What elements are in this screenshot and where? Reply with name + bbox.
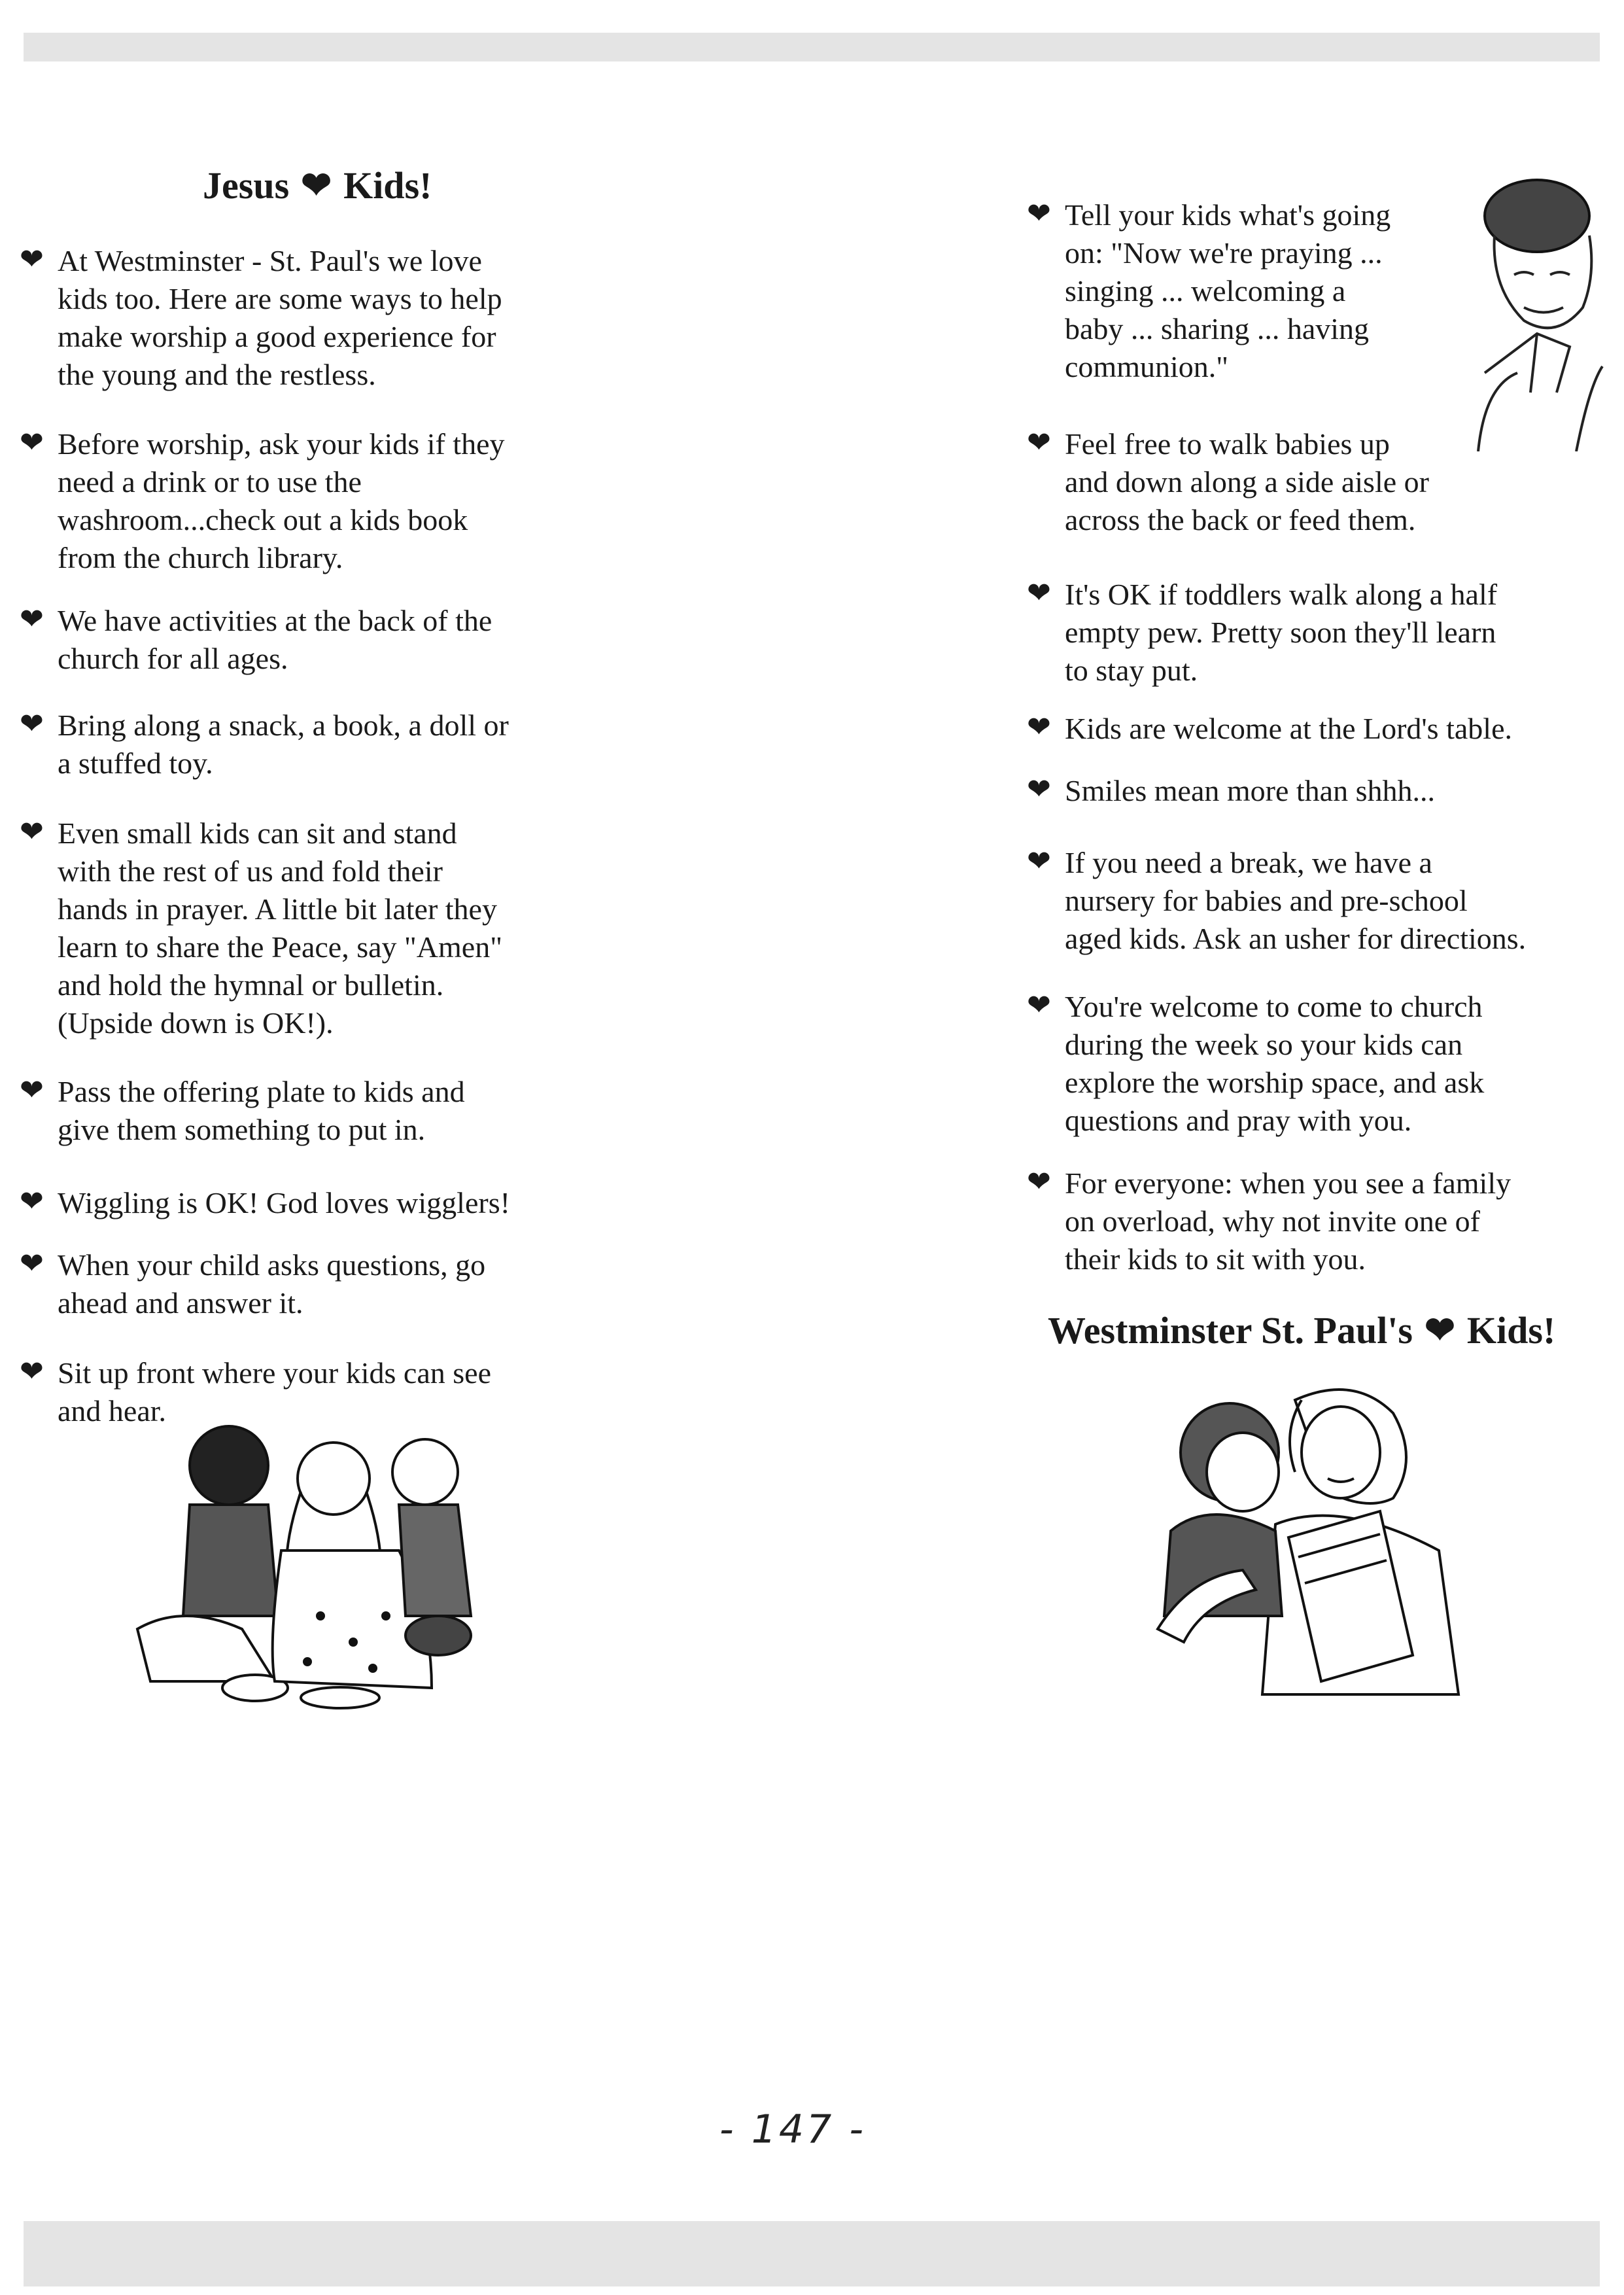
heart-bullet-icon: ❤ [1027, 711, 1051, 743]
left-title-post: Kids! [343, 164, 432, 207]
right-list-item-line: You're welcome to come to church [1065, 990, 1483, 1023]
left-title-pre: Jesus [203, 164, 290, 207]
right-list-item-line: during the week so your kids can [1065, 1028, 1463, 1061]
heart-bullet-icon: ❤ [1027, 198, 1051, 230]
left-list-item-line: and hold the hymnal or bulletin. [58, 968, 444, 1002]
heart-bullet-icon: ❤ [1027, 427, 1051, 459]
praying-man-illustration [1459, 177, 1609, 451]
left-list-item-line: Pass the offering plate to kids and [58, 1075, 465, 1108]
right-title-pre: Westminster St. Paul's [1048, 1309, 1413, 1352]
heart-bullet-icon: ❤ [20, 603, 44, 635]
left-list-item-line: We have activities at the back of the [58, 604, 492, 637]
heart-bullet-icon: ❤ [1027, 989, 1051, 1021]
right-list-item-line: and down along a side aisle or [1065, 465, 1429, 499]
left-list-item-line: with the rest of us and fold their [58, 854, 443, 888]
right-list-item-line: communion." [1065, 350, 1229, 383]
heart-bullet-icon: ❤ [20, 1248, 44, 1280]
heart-bullet-icon: ❤ [1027, 577, 1051, 609]
heart-bullet-icon: ❤ [1027, 845, 1051, 877]
right-list-item-line: empty pew. Pretty soon they'll learn [1065, 616, 1496, 649]
heart-bullet-icon: ❤ [20, 427, 44, 459]
right-list-item-line: questions and pray with you. [1065, 1104, 1412, 1137]
left-list-item-line: from the church library. [58, 541, 343, 574]
heart-bullet-icon: ❤ [20, 816, 44, 848]
heart-icon: ❤ [301, 166, 332, 206]
right-list-item-line: Tell your kids what's going [1065, 198, 1391, 232]
left-list-item-line: washroom...check out a kids book [58, 503, 468, 536]
heart-bullet-icon: ❤ [1027, 773, 1051, 805]
kids-sitting-illustration [124, 1420, 491, 1714]
right-title [1048, 1308, 1555, 1352]
right-list-item-line: to stay put. [1065, 654, 1198, 687]
scan-border-top [24, 33, 1600, 61]
right-list-item-line: It's OK if toddlers walk along a half [1065, 578, 1498, 611]
left-list-item-line: and hear. [58, 1394, 167, 1428]
left-list-item-line: When your child asks questions, go [58, 1248, 486, 1282]
left-list-item-line: need a drink or to use the [58, 465, 362, 499]
heart-bullet-icon: ❤ [20, 1356, 44, 1388]
right-list-item-line: baby ... sharing ... having [1065, 312, 1370, 345]
right-list-item-line: singing ... welcoming a [1065, 274, 1346, 307]
left-list-item-line: Even small kids can sit and stand [58, 816, 457, 850]
scan-border-bottom [24, 2221, 1600, 2286]
page-number: - 147 - [719, 2107, 866, 2152]
left-list-item-line: Sit up front where your kids can see [58, 1356, 492, 1390]
heart-bullet-icon: ❤ [20, 1074, 44, 1106]
left-list-item-line: At Westminster - St. Paul's we love [58, 244, 482, 277]
left-list-item-line: hands in prayer. A little bit later they [58, 892, 497, 926]
left-title [203, 164, 432, 207]
left-list-item-line: (Upside down is OK!). [58, 1006, 334, 1040]
right-list-item-line: explore the worship space, and ask [1065, 1066, 1485, 1099]
right-list-item-line: For everyone: when you see a family [1065, 1166, 1512, 1200]
left-list-item-line: a stuffed toy. [58, 746, 213, 780]
heart-bullet-icon: ❤ [20, 1185, 44, 1218]
left-list-item-line: kids too. Here are some ways to help [58, 282, 502, 315]
heart-bullet-icon: ❤ [20, 243, 44, 275]
right-list-item-line: Smiles mean more than shhh... [1065, 774, 1435, 807]
left-list-item-line: learn to share the Peace, say "Amen" [58, 930, 503, 964]
left-list-item-line: make worship a good experience for [58, 320, 496, 353]
right-list-item-line: Feel free to walk babies up [1065, 427, 1390, 461]
right-list-item-line: on overload, why not invite one of [1065, 1204, 1480, 1238]
right-list-item-line: across the back or feed them. [1065, 503, 1416, 536]
left-list-item-line: Bring along a snack, a book, a doll or [58, 709, 509, 742]
left-list-item-line: Before worship, ask your kids if they [58, 427, 505, 461]
right-list-item-line: aged kids. Ask an usher for directions. [1065, 922, 1527, 955]
right-list-item-line: nursery for babies and pre-school [1065, 884, 1468, 917]
left-list-item-line: give them something to put in. [58, 1113, 426, 1146]
right-list-item-line: Kids are welcome at the Lord's table. [1065, 712, 1512, 745]
heart-icon: ❤ [1425, 1310, 1455, 1351]
mother-child-reading-illustration [1132, 1380, 1472, 1701]
right-list-item-line: If you need a break, we have a [1065, 846, 1432, 879]
left-list-item-line: Wiggling is OK! God loves wigglers! [58, 1186, 510, 1219]
left-list-item-line: church for all ages. [58, 642, 288, 675]
right-title-post: Kids! [1466, 1309, 1556, 1352]
right-list-item-line: their kids to sit with you. [1065, 1242, 1366, 1276]
heart-bullet-icon: ❤ [1027, 1166, 1051, 1198]
heart-bullet-icon: ❤ [20, 708, 44, 740]
right-list-item-line: on: "Now we're praying ... [1065, 236, 1383, 270]
left-list-item-line: the young and the restless. [58, 358, 376, 391]
left-list-item-line: ahead and answer it. [58, 1286, 303, 1320]
